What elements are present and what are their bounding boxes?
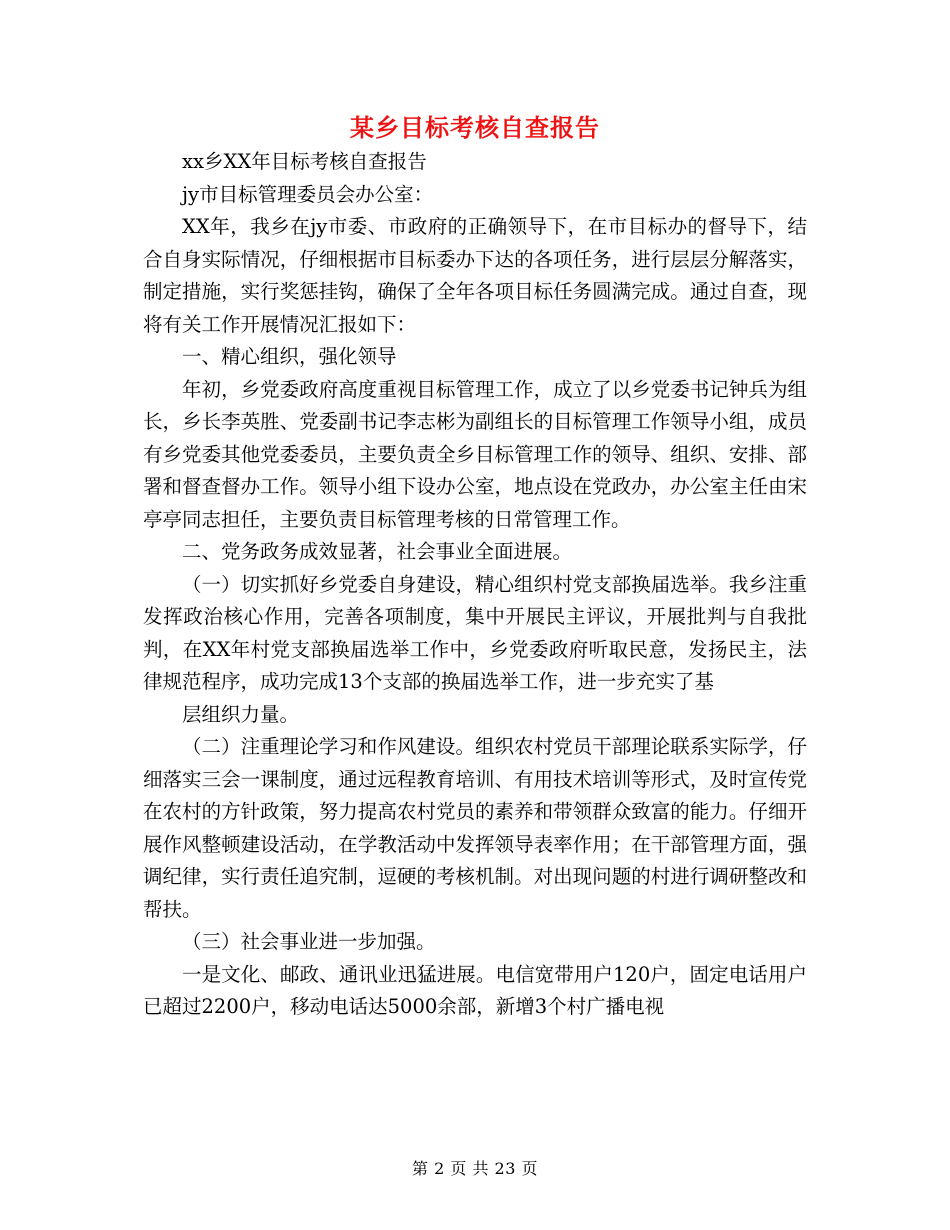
addressee: jy市目标管理委员会办公室： (182, 182, 434, 206)
report-heading: xx乡XX年目标考核自查报告 (182, 150, 427, 173)
subsection-heading: （三）社会事业进一步加强。 (182, 930, 436, 953)
section-heading-2: 二、党务政务成效显著，社会事业全面进展。 (182, 540, 573, 563)
page-footer: 第 2 页 共 23 页 (412, 1159, 538, 1178)
body-paragraph: （二）注重理论学习和作风建设。组织农村党员干部理论联系实际学，仔细落实三会一课制度，通过远程教育培训、有用技术培训等形式，及时宣传党在农村的方针政策，努力提高农村党员的素养和带领群众致富的能力。仔细开展作风整顿建设活动，在学教活动中发挥领导表率作用；在干部管理方面，强调纪律，实行责任追究制，逗硬的考核机制。对出现问题的村进行调研整改和帮扶。 (143, 735, 807, 921)
body-paragraph: 层组织力量。 (182, 702, 300, 726)
document-title: 某乡目标考核自查报告 (350, 114, 600, 142)
section-heading-1: 一、精心组织，强化领导 (182, 345, 397, 368)
body-paragraph: （一）切实抓好乡党委自身建设，精心组织村党支部换届选举。我乡注重发挥政治核心作用，完善各项制度，集中开展民主评议，开展批判与自我批判，在XX年村党支部换届选举工作中，乡党委政府听取民意，发扬民主，法律规范程序，成功完成13个支部的换届选举工作，进一步充实了基 (143, 572, 807, 693)
document-body (143, 146, 807, 1024)
body-paragraph: 年初，乡党委政府高度重视目标管理工作，成立了以乡党委书记钟兵为组长，乡长李英胜、党委副书记李志彬为副组长的目标管理工作领导小组，成员有乡党委其他党委委员，主要负责全乡目标管理工作的领导、组织、安排、部署和督查督办工作。领导小组下设办公室，地点设在党政办，办公室主任由宋亭亭同志担任，主要负责目标管理考核的日常管理工作。 (143, 377, 807, 531)
intro-paragraph: XX年，我乡在jy市委、市政府的正确领导下，在市目标办的督导下，结合自身实际情况，仔细根据市目标委办下达的各项任务，进行层层分解落实，制定措施，实行奖惩挂钩，确保了全年各项目标任务圆满完成。通过自查，现将有关工作开展情况汇报如下： (143, 215, 807, 336)
body-paragraph: 一是文化、邮政、通讯业迅猛进展。电信宽带用户120户，固定电话用户已超过2200户，移动电话达5000余部，新增3个村广播电视 (143, 962, 807, 1018)
